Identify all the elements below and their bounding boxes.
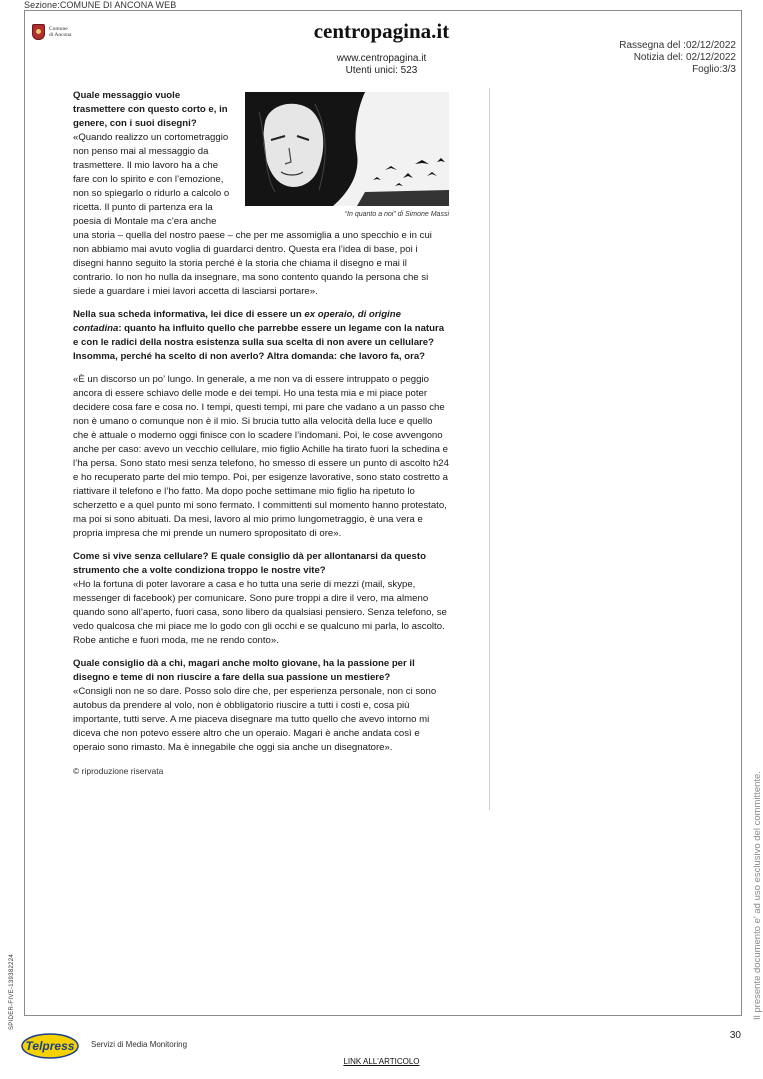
page-number: 30 bbox=[729, 1030, 741, 1041]
copyright-note: © riproduzione riservata bbox=[73, 766, 164, 776]
column-divider bbox=[489, 88, 490, 810]
telpress-logo bbox=[21, 1033, 79, 1059]
question-2-part1: Nella sua scheda informativa, lei dice di essere un bbox=[73, 309, 305, 320]
illustration-image bbox=[245, 92, 449, 206]
question-1: Quale messaggio vuole trasmettere con questo corto e, in genere, con i suoi disegni? bbox=[73, 90, 228, 129]
article-body bbox=[73, 89, 449, 778]
usage-disclaimer: Il presente documento e' ad uso esclusivo del committente. bbox=[752, 771, 763, 1020]
telpress-logo-text: Telpress bbox=[25, 1039, 75, 1053]
answer-1: «Quando realizzo un cortometraggio non penso mai al messaggio da trasmettere. Il mio lavoro ha a che fare con lo spirito e con l’emozione, non so spiegarlo o ridurlo a calcolo o ricetta. Il punto di partenza era la poesia di Montale ma c’era anche una storia – quella del nostro paese – che per me assomiglia a uno specchio e in cui non abbiamo mai avuto voglia di guardarci dentro. Questa era l’idea di base, poi i disegni hanno seguito la storia perché è la storia che chiama il disegno e mai il contrario. Io non ho nulla da insegnare, ma sono contento quando la persona che si siede a guardare i miei lavori accetta di lasciarsi portare». bbox=[73, 132, 432, 297]
question-2-part2: : quanto ha influito quello che parrebbe essere un legame con la natura e con le radici della nostra esistenza sulla sua scelta di non avere un cellulare? Insomma, perché ha scelto di non averlo? Altra domanda: che lavoro fa, ora? bbox=[73, 323, 445, 362]
question-3: Come si vive senza cellulare? E quale consiglio dà per allontanarsi da questo strumento che a volte condiziona troppo le nostre vite? bbox=[73, 551, 426, 576]
comune-logo-line2: di Ancona bbox=[49, 32, 72, 38]
unique-users: Utenti unici: 523 bbox=[345, 65, 418, 76]
foglio: Foglio:3/3 bbox=[692, 64, 736, 75]
rassegna-date: Rassegna del :02/12/2022 bbox=[619, 40, 736, 51]
article-link[interactable]: LINK ALL'ARTICOLO bbox=[343, 1057, 420, 1066]
monitoring-services: Servizi di Media Monitoring bbox=[91, 1040, 188, 1049]
spider-code: SPIDER-FIVE-139382224 bbox=[9, 953, 15, 1030]
answer-3: «Ho la fortuna di poter lavorare a casa e ho tutta una serie di mezzi (mail, skype, messenger di facebook) per comunicare. Sono pure troppi a dire il vero, ma almeno quando sono all’aperto, fuori casa, sono libero da qualsiasi pensiero. Senza telefono, se vedo qualcosa che mi piace me lo godo con gli occhi e se qualcuno mi parla, lo ascolto. Robe antiche e fuori moda, me ne rendo conto». bbox=[73, 579, 447, 646]
section-label: Sezione:COMUNE DI ANCONA WEB bbox=[24, 0, 177, 10]
answer-4: «Consigli non ne so dare. Posso solo dire che, per esperienza personale, non ci sono autobus da prendere al volo, non è obbligatorio riuscire a tutti i costi e, cosa più importante, tutti serve. A me piaceva disegnare ma tutto quello che avevo intorno mi diceva che non potevo essere altro che un operaio. Magari è anche andata così e operaio sono rimasto. Ma è innegabile che oggi sia anche un disegnatore». bbox=[73, 686, 437, 753]
site-url: www.centropagina.it bbox=[336, 53, 427, 64]
question-2 bbox=[73, 308, 449, 364]
question-2-italic: ex operaio, di origine contadina bbox=[73, 309, 401, 334]
question-4: Quale consiglio dà a chi, magari anche molto giovane, ha la passione per il disegno e teme di non riuscire a fare della sua passione un mestiere? bbox=[73, 658, 415, 683]
masthead-title: centropagina.it bbox=[313, 19, 450, 43]
comune-logo-line1: Comune bbox=[49, 26, 68, 32]
notizia-date: Notizia del: 02/12/2022 bbox=[633, 52, 736, 63]
answer-2: «È un discorso un po’ lungo. In generale, a me non va di essere intruppato o peggio ancora di essere schiavo delle mode e dei tempi. Ho una testa mia e mi piace poter decidere cosa fare e cosa no. I tempi, questi tempi, mi pare che vadano a un passo che non è umano o comunque non è il mio. Si brucia tutto alla velocità della luce e quello che è attuale o moderno oggi finisce con lo scadere l’indomani. Poi, le cose avvengono anche per caso: avevo un vecchio cellulare, mio figlio Achille ha tirato fuori la schedina e l’ha persa. Sono stato mesi senza telefono, ho smesso di essere un punto di ascolto h24 e ho recuperato parte del mio tempo. Poi, per esigenze lavorative, sono stato costretto a riattivare il telefono e l’ho fatto. Ma dopo poche settimane mio figlio ha ripetuto lo scherzetto e a quel punto mi sono fermato. I committenti sul momento hanno protestato, ma poi si sono abituati. Da mesi, lavoro al mio primo lungometraggio, è una vera e propria impresa che mi prende un numero spropositato di ore». bbox=[73, 374, 449, 539]
article-figure bbox=[245, 92, 449, 219]
figure-caption: “In quanto a noi” di Simone Massi bbox=[344, 211, 449, 218]
